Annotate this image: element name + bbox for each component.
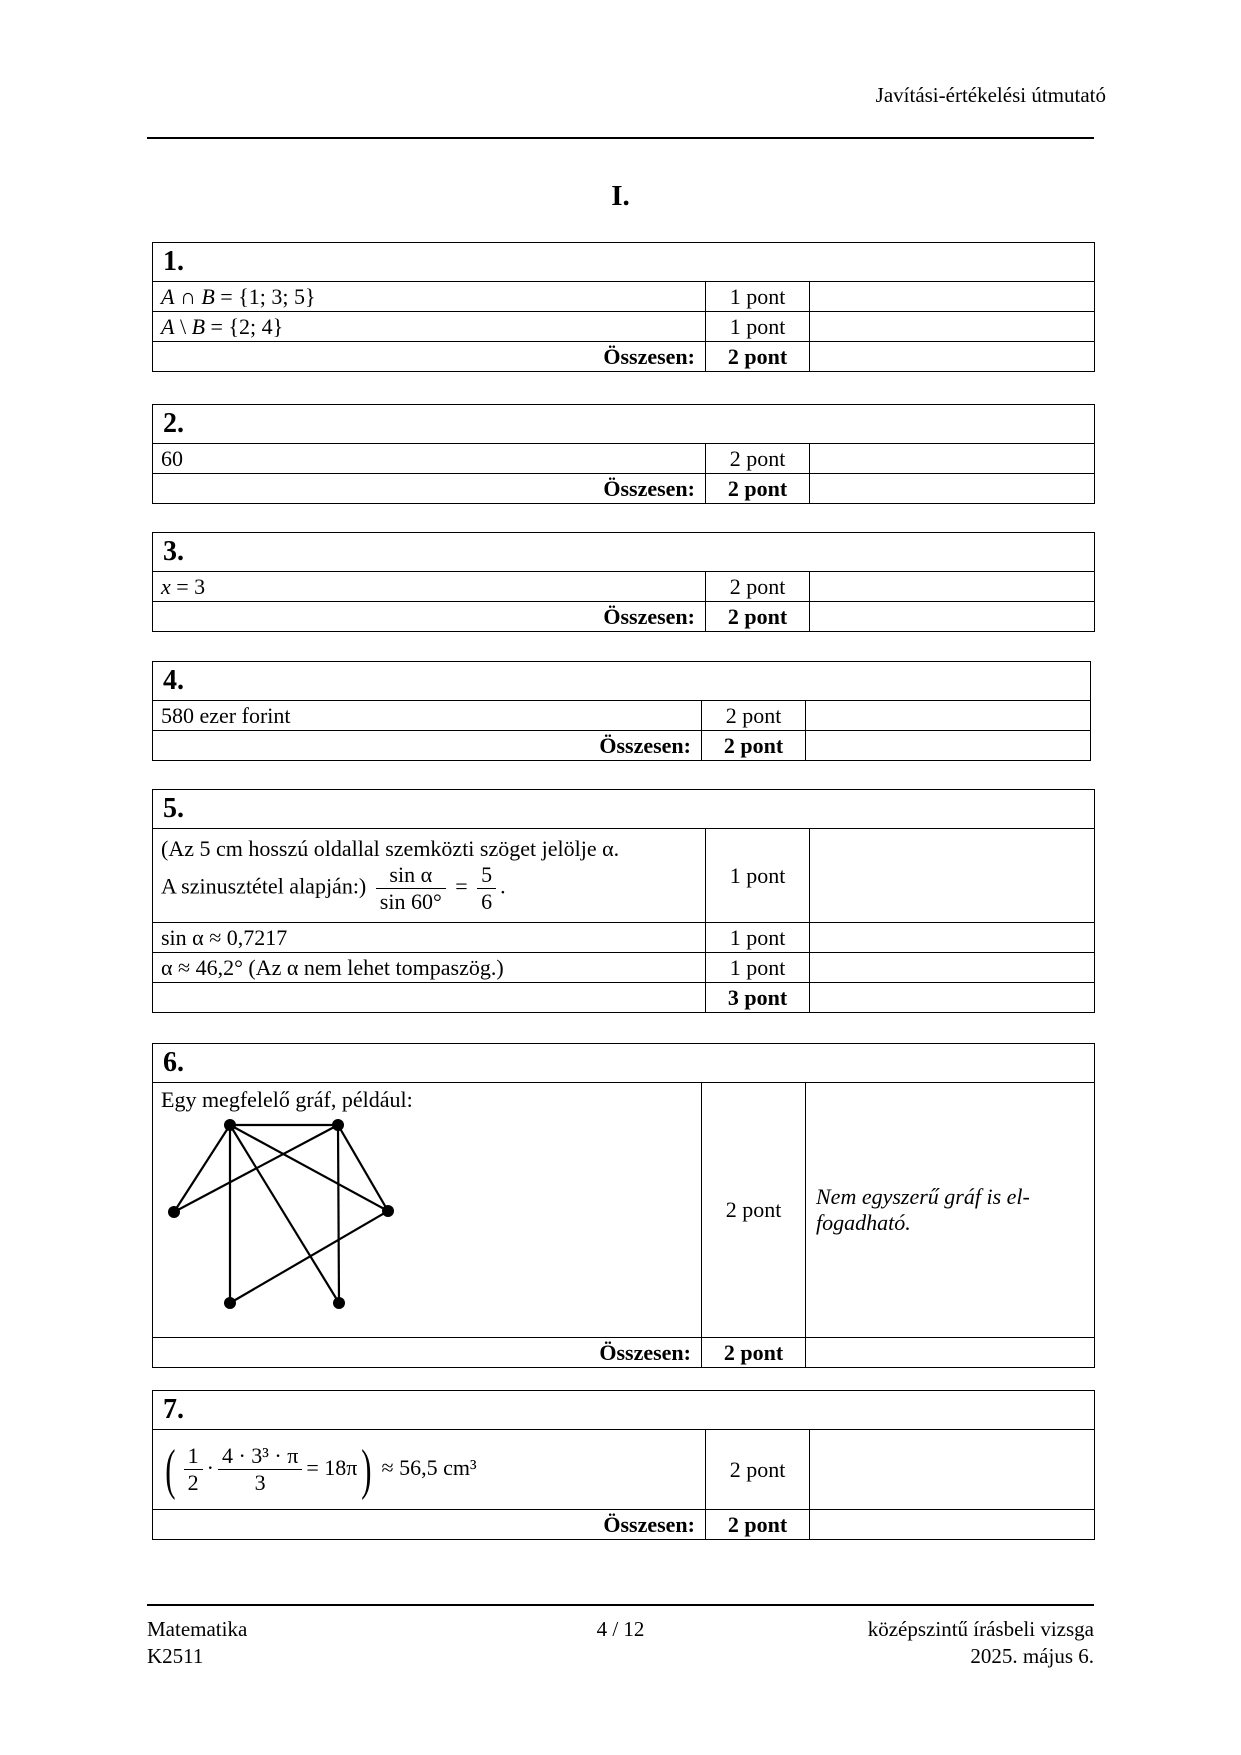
points-cell: 2 pont — [702, 1083, 806, 1338]
answer-cell: x = 3 — [153, 572, 706, 602]
fraction: $\frac{\text{4 · 3³ · π}}{3}$ — [218, 1443, 302, 1496]
graph-vertex — [224, 1119, 236, 1131]
total-row — [153, 342, 1095, 372]
total-points: 2 pont — [706, 474, 810, 504]
right-paren: ) — [361, 1438, 372, 1501]
points-cell: 2 pont — [706, 1430, 810, 1510]
table-row — [153, 282, 1095, 312]
footer-left: Matematika K2511 — [147, 1617, 248, 1668]
total-points: 3 pont — [706, 983, 810, 1013]
answer-cell: Egy megfelelő gráf, például: — [153, 1083, 702, 1338]
total-row — [153, 474, 1095, 504]
graph-edge — [230, 1211, 388, 1303]
answer-cell: (Az 5 cm hosszú oldallal szemközti szöget jelölje α. A szinusztétel alapján:) $\frac{\text{sin α}}{\sin 60^\circ}$ = $\frac{5}{6}$ . — [153, 829, 706, 923]
total-label: Összesen: — [153, 731, 702, 761]
graph-edge — [230, 1125, 388, 1211]
footer-rule — [147, 1604, 1094, 1606]
graph-edge — [338, 1125, 339, 1303]
note-cell: Nem egyszerű gráf is el-fogadható. — [806, 1083, 1095, 1338]
graph-vertex — [332, 1119, 344, 1131]
total-label: Összesen: — [153, 1338, 702, 1368]
table-row — [153, 312, 1095, 342]
page-number: 4 / 12 — [596, 1617, 645, 1641]
note-cell — [810, 829, 1095, 923]
task-4-table — [152, 661, 1091, 761]
footer-right: középszintű írásbeli vizsga 2025. május 6. — [867, 1617, 1094, 1668]
total-label: Összesen: — [153, 474, 706, 504]
left-paren: ( — [165, 1438, 176, 1501]
points-cell: 1 pont — [706, 829, 810, 923]
points-cell: 1 pont — [706, 923, 810, 953]
total-row — [153, 602, 1095, 632]
note-cell — [810, 1430, 1095, 1510]
table-row — [153, 701, 1091, 731]
total-row — [153, 983, 1095, 1013]
graph-vertex — [224, 1297, 236, 1309]
answer-cell: A ∩ B = {1; 3; 5} — [153, 282, 706, 312]
answer-cell: 60 — [153, 444, 706, 474]
table-row — [153, 829, 1095, 923]
total-points: 2 pont — [702, 731, 806, 761]
total-points: 2 pont — [706, 1510, 810, 1540]
task-6-table — [152, 1043, 1095, 1368]
graph-edge — [230, 1125, 339, 1303]
note-cell — [810, 953, 1095, 983]
fraction: $\frac{1}{2}$ — [184, 1443, 203, 1496]
section-title: I. — [611, 180, 630, 212]
task-number: 4. — [153, 662, 1091, 701]
total-row — [153, 1338, 1095, 1368]
total-label: Összesen: — [153, 602, 706, 632]
task-3-table — [152, 532, 1095, 632]
table-row — [153, 1083, 1095, 1338]
task-number: 6. — [153, 1044, 1095, 1083]
total-row — [153, 1510, 1095, 1540]
graph-figure — [161, 1113, 693, 1337]
task-1-table — [152, 242, 1095, 372]
total-label: Összesen: — [153, 1510, 706, 1540]
task-number: 3. — [153, 533, 1095, 572]
total-points: 2 pont — [702, 1338, 806, 1368]
graph-edge — [174, 1125, 230, 1212]
graph-vertex — [168, 1206, 180, 1218]
header-rule — [147, 137, 1094, 139]
answer-cell: sin α ≈ 0,7217 — [153, 923, 706, 953]
note-cell — [806, 701, 1091, 731]
table-row — [153, 923, 1095, 953]
header-title: Javítási-értékelési útmutató — [875, 83, 1106, 107]
fraction: $\frac{5}{6}$ — [477, 862, 496, 915]
note-cell — [810, 923, 1095, 953]
task-number: 7. — [153, 1391, 1095, 1430]
task-number: 5. — [153, 790, 1095, 829]
answer-cell: 580 ezer forint — [153, 701, 702, 731]
points-cell: 2 pont — [706, 572, 810, 602]
points-cell: 2 pont — [702, 701, 806, 731]
table-row — [153, 953, 1095, 983]
note-cell — [810, 444, 1095, 474]
table-row — [153, 572, 1095, 602]
task-number: 1. — [153, 243, 1095, 282]
points-cell: 2 pont — [706, 444, 810, 474]
points-cell: 1 pont — [706, 953, 810, 983]
points-cell: 1 pont — [706, 282, 810, 312]
task-2-table — [152, 404, 1095, 504]
task-7-table — [152, 1390, 1095, 1540]
answer-cell: A \ B = {2; 4} — [153, 312, 706, 342]
answer-cell: ( $\frac{1}{2}$ · $\frac{\text{4 · 3³ · π}}{3}$ = 18π) ≈ 56,5 cm³ — [153, 1430, 706, 1510]
note-cell — [810, 572, 1095, 602]
task-number: 2. — [153, 405, 1095, 444]
graph-drawing — [161, 1113, 401, 1333]
points-cell: 1 pont — [706, 312, 810, 342]
graph-vertex — [382, 1205, 394, 1217]
total-points: 2 pont — [706, 602, 810, 632]
note-cell — [810, 312, 1095, 342]
note-cell — [810, 282, 1095, 312]
total-label: Összesen: — [153, 342, 706, 372]
answer-cell: α ≈ 46,2° (Az α nem lehet tompaszög.) — [153, 953, 706, 983]
total-row — [153, 731, 1091, 761]
table-row — [153, 444, 1095, 474]
graph-vertex — [333, 1297, 345, 1309]
fraction: $\frac{\text{sin α}}{\sin 60^\circ}$ — [376, 862, 446, 915]
task-5-table — [152, 789, 1095, 1013]
total-points: 2 pont — [706, 342, 810, 372]
table-row — [153, 1430, 1095, 1510]
